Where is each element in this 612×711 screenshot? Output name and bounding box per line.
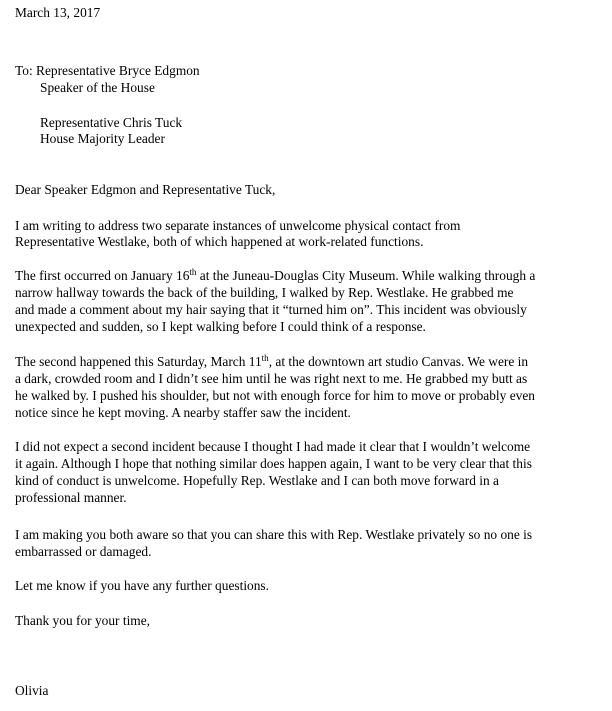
to-prefix: To: (15, 63, 37, 78)
paragraph-line: I did not expect a second incident because I thought I had made it clear that I wouldn’t welcome (15, 439, 531, 454)
recipient-first-name: Representative Bryce Edgmon (36, 63, 200, 78)
text-run: The first occurred on January 16 (15, 268, 190, 283)
paragraph-line (15, 268, 535, 284)
text-run: , at the downtown art studio Canvas. We were in (268, 354, 529, 369)
paragraph-line: a dark, crowded room and I didn’t see him until he was right next to me. He grabbed my butt as (15, 371, 528, 386)
paragraph-line: Representative Westlake, both of which happened at work-related functions. (15, 234, 424, 249)
paragraph-line: unexpected and sudden, so I kept walking before I could think of a response. (15, 319, 426, 334)
closing: Thank you for your time, (15, 613, 150, 628)
paragraph-line: narrow hallway towards the back of the building, I walked by Rep. Westlake. He grabbed me (15, 285, 514, 300)
ordinal-suffix: th (261, 353, 269, 363)
letter-date: March 13, 2017 (15, 5, 101, 20)
ordinal-suffix: th (189, 267, 197, 277)
paragraph-line: embarrassed or damaged. (15, 544, 152, 559)
recipient-second-title: House Majority Leader (40, 131, 165, 146)
paragraph-line: he walked by. I pushed his shoulder, but not with enough force for him to move or probably even (15, 388, 535, 403)
paragraph-line: I am making you both aware so that you can share this with Rep. Westlake privately so no one is (15, 527, 533, 542)
paragraph-line: Let me know if you have any further questions. (15, 578, 269, 593)
paragraph-line: professional manner. (15, 490, 127, 505)
paragraph-line: notice since he kept moving. A nearby staffer saw the incident. (15, 405, 351, 420)
recipient-first (15, 63, 200, 79)
recipient-second-name: Representative Chris Tuck (40, 115, 183, 130)
signature-name: Olivia (15, 683, 49, 698)
recipient-first-title: Speaker of the House (40, 80, 155, 95)
paragraph-line: I am writing to address two separate instances of unwelcome physical contact from (15, 218, 461, 233)
paragraph-line: it again. Although I hope that nothing similar does happen again, I want to be very clear that this (15, 456, 532, 471)
paragraph-line (15, 354, 528, 370)
text-run: at the Juneau-Douglas City Museum. While walking through a (196, 268, 536, 283)
paragraph-line: kind of conduct is unwelcome. Hopefully Rep. Westlake and I can both move forward in a (15, 473, 499, 488)
text-run: The second happened this Saturday, March 11 (15, 354, 262, 369)
paragraph-line: and made a comment about my hair saying that it “turned him on”. This incident was obviously (15, 302, 527, 317)
salutation: Dear Speaker Edgmon and Representative Tuck, (15, 182, 276, 197)
